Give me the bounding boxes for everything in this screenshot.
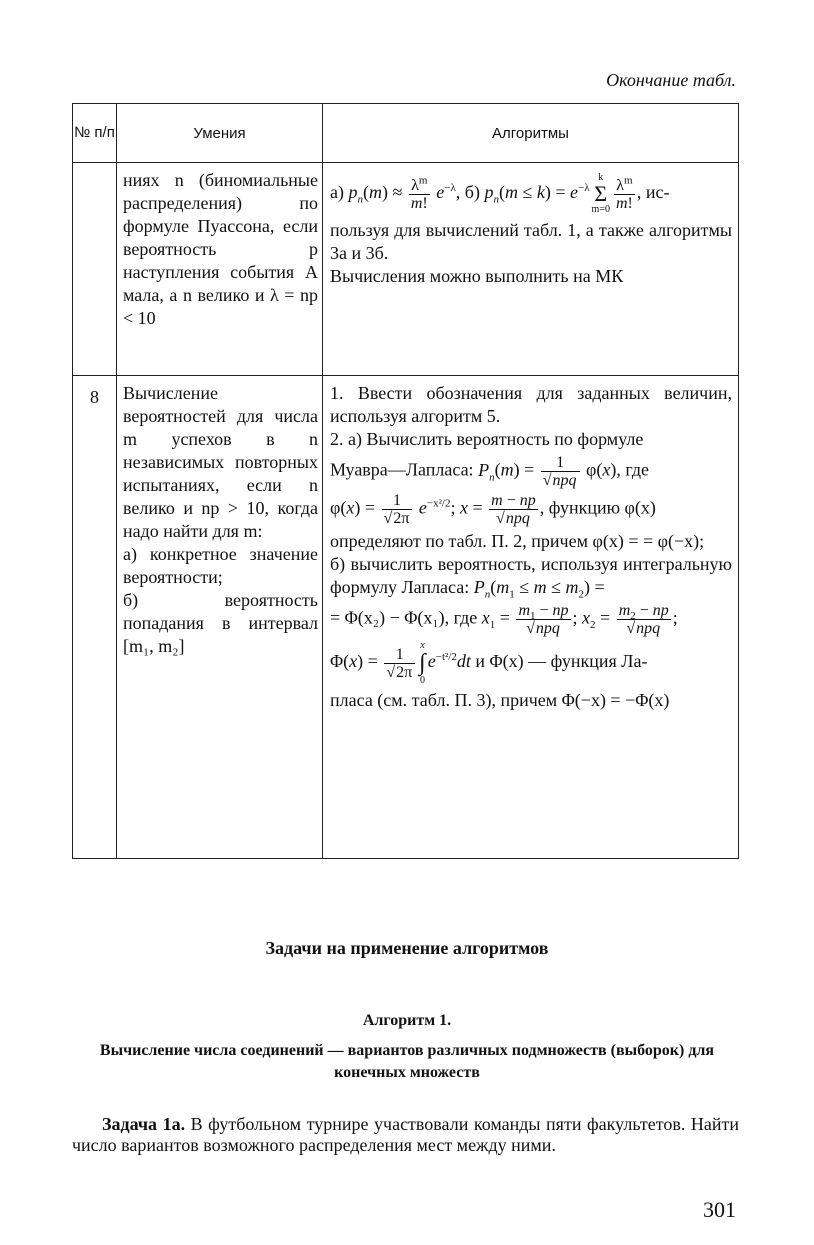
skill-item-b: б) вероятность попадания в интервал [m₁, m₂] [123,590,318,656]
poisson-text-2: Вычисления можно выполнить на МК [330,266,624,286]
algo-last-line: пласа (см. табл. П. 3), причем Φ(−x) = −Φ(x) [330,690,670,710]
page-number: 301 [703,1197,736,1222]
poisson-formula: а) $p_n(m)$ ≈ $\frac{\lambda^m}{m!}$ $e^{-\lambda}$, б) $p_n(m \le k) = e^{-\lambda}k$ Σ m=0 $\frac{\lambda^m}{m!}$ , ис- [330,172,670,215]
header-algorithms: Алгоритмы [323,104,739,163]
row-number: 8 [73,376,117,859]
table-row [73,376,739,859]
algo-table-ref: определяют по табл. П. 2, причем φ(x) = = φ(−x); [330,531,705,551]
header-skills: Умения [117,104,323,163]
table-header-row [73,104,739,163]
row-skill [117,376,323,859]
algorithm-title: Алгоритм 1. [362,1012,452,1029]
task-text: В футбольном турнире участвовали команды пяти факультетов. Найти число вариантов возможного распределения мест между ними. [72,1114,739,1155]
algorithms-table [72,103,739,859]
algorithm-subtitle: Вычисление числа соединений — вариантов различных подмножеств (выборок) для конечных множеств [99,1042,715,1081]
phi-formula: φ(x) = $\frac{1}{√2\pi}$ $e^{-x^2/2}$; x = $\frac{m - np}{\text{√npq}}$ , функцию φ(x) [330,492,656,527]
row-skill: ниях n (биномиальные распределения) по формуле Пуассона, если вероятность p наступления события A мала, а n велико и λ = np < 10 [117,163,323,376]
laplace-function-formula: Φ(x) = $\frac{1}{√2\pi}$ x ∫ $0e^{-t^2/2}dt$ и Φ(x) — функция Ла- [330,640,648,686]
algo-step-2: 2. а) Вычислить вероятность по формуле [330,429,644,449]
section-title: Задачи на применение алгоритмов [265,938,549,958]
row-algorithm: 1. Ввести обозначения для заданных величин, используя алгоритм 5. 2. а) Вычислить вероятность по формуле Муавра—Лапласа: $P_n(m)$ = $\frac{1}{\text{√npq}}$ φ(x), где φ(x) = $\frac{1}{√2\pi}$ $e^{-x^2/2}$; x = $\frac{m - np}{\text{√npq}}$ , функцию φ(x) определяют по табл. П. 2, причем φ(x) = = φ(−x); б) вычислить вероятность, используя интегральную формулу Лапласа: $P_n(m_1 \le m \le m_2)$ = = Φ(x₂) − Φ(x₁), где $x_1$ = $\frac{m_1 - np}{\text{√npq}}$ ; $x_2$ = $\frac{m_2 - np}{\text{√npq}}$ ; Φ(x) = $\frac{1}{√2\pi}$ x ∫ $0e^{-t^2/2}dt$ и Φ(x) — функция Ла- пласа (см. табл. П. 3), причем Φ(−x) = −Φ(x) [323,376,739,859]
algo-step-1: 1. Ввести обозначения для заданных величин, используя алгоритм 5. [330,383,732,426]
table-row [73,163,739,376]
skill-text: Вычисление вероятностей для числа m успехов в n независимых повторных испытаниях, если n велико и np > 10, когда надо найти для m: [123,383,318,541]
continuation-label: Окончание табл. [606,70,736,90]
row-algorithm [323,163,739,376]
skill-item-a: а) конкретное значение вероятности; [123,544,318,587]
row-number [73,163,117,376]
integral-laplace-formula: = Φ(x₂) − Φ(x₁), где $x_1$ = $\frac{m_1 - np}{\text{√npq}}$ ; $x_2$ = $\frac{m_2 - np}{\text{√npq}}$ ; [330,602,678,637]
algo-step-2b: б) вычислить вероятность, используя интегральную формулу Лапласа: [330,554,732,597]
poisson-text-1: пользуя для вычислений табл. 1, а также алгоритмы 3а и 3б. [330,220,732,263]
task-label: Задача 1а. [102,1114,186,1134]
header-number: № п/п [73,104,117,163]
task-paragraph [72,1114,739,1156]
muavr-laplace-formula: Муавра—Лапласа: $P_n(m)$ = $\frac{1}{\text{√npq}}$ φ(x), где [330,454,650,489]
